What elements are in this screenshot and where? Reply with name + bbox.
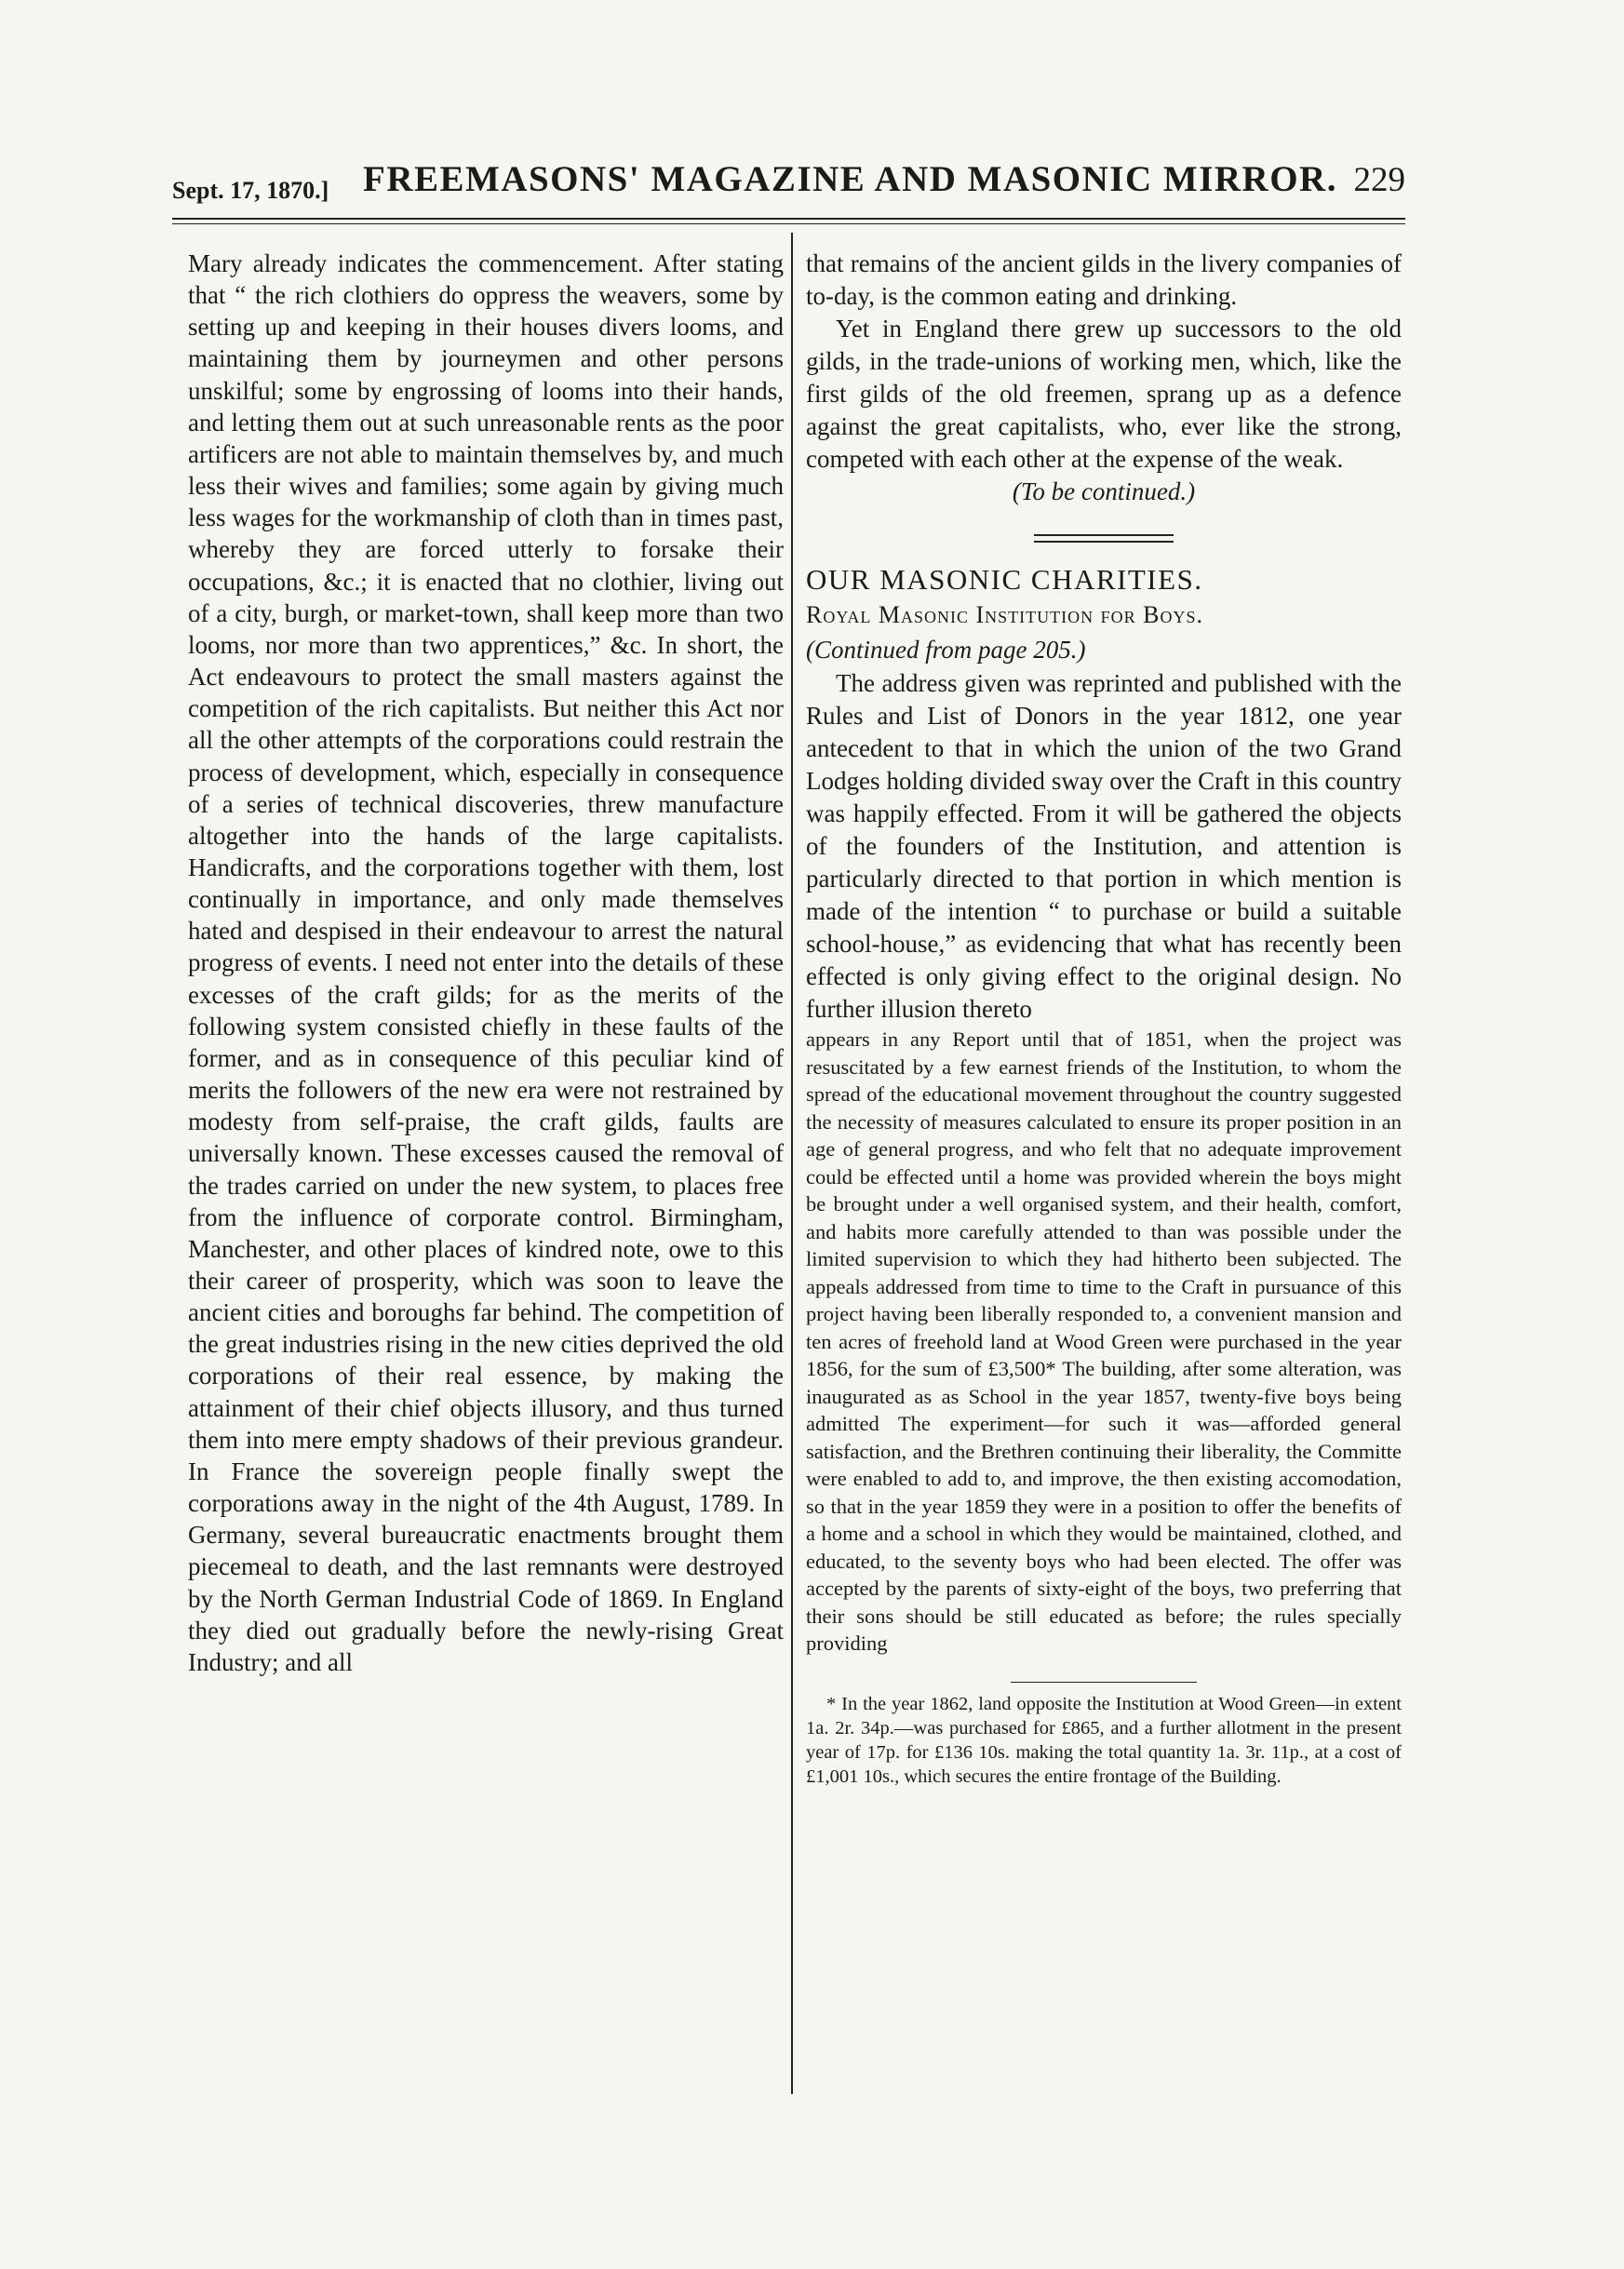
issue-date: Sept. 17, 1870.] xyxy=(172,177,329,204)
to-be-continued: (To be continued.) xyxy=(1012,477,1196,505)
right-column xyxy=(806,248,1402,1789)
section-paragraph-small: appears in any Report until that of 1851, when the project was resuscitated by a few earnest friends of the Institution, to whom the spread of the educational movement throughout the country suggested the necessity of measures calculated to ensure its proper position in an age of general progress, and who felt that no adequate improvement could be effected until a home was provided wherein the boys might be brought under a well organised system, and their health, comfort, and habits more carefully attended to than was possible under the limited supervision to which they had hitherto been subjected. The appeals addressed from time to time to the Craft in pursuance of this project having been liberally responded to, a convenient mansion and ten acres of freehold land at Wood Green were purchased in the year 1856, for the sum of £3,500* The building, after some alteration, was inaugurated as as School in the year 1857, twenty-five boys being admitted The experiment—for such it was—afforded general satisfaction, and the Brethren continuing their liberality, the Committe were enabled to add to, and improve, the then existing accomodation, so that in the year 1859 they were in a position to offer the benefits of a home and a school in which they would be maintained, clothed, and educated, to the seventy boys who had been elected. The offer was accepted by the parents of sixty-eight of the boys, two preferring that their sons should be still educated as before; the rules specially providing xyxy=(806,1027,1402,1655)
left-paragraph: Mary already indicates the commencement. After stating that “ the rich clothiers do oppress the weavers, some by setting up and keeping in their houses divers looms, and maintaining them by journeymen and other persons unskilful; some by engrossing of looms into their hands, and letting them out at such unreasonable rents as the poor artificers are not able to maintain themselves by, and much less their wives and families; some again by giving much less wages for the workmanship of cloth than in times past, whereby they are forced utterly to forsake their occupations, &c.; it is enacted that no clothier, living out of a city, burgh, or market-town, shall keep more than two looms, nor more than two apprentices,” &c. In short, the Act endeavours to protect the small masters against the competition of the rich capitalists. But neither this Act nor all the other attempts of the corporations could restrain the process of development, which, especially in consequence of a series of technical discoveries, threw manufacture altogether into the hands of the large capitalists. Handicrafts, and the corporations together with them, lost continually in importance, and only made themselves hated and despised in their endeavour to arrest the natural progress of events. I need not enter into the details of these excesses of the craft gilds; for as the merits of the following system consisted chiefly in these faults of the former, and as in consequence of this peculiar kind of merits the followers of the new era were not restrained by modesty from self-praise, the craft gilds, faults are universally known. These excesses caused the removal of the trades carried on under the new system, to places free from the influence of corporate control. Birmingham, Manchester, and other places of kindred note, owe to this their career of prosperity, which was soon to leave the ancient cities and boroughs far behind. The competition of the great industries rising in the new cities deprived the old corporations of their real essence, by making the attainment of their chief objects illusory, and thus turned them into mere empty shadows of their previous grandeur. In France the sovereign people finally swept the corporations away in the night of the 4th August, 1789. In Germany, several bureaucratic enactments brought them piecemeal to death, and the last remnants were destroyed by the North German Industrial Code of 1869. In England they died out gradually before the newly-rising Great Industry; and all xyxy=(188,249,784,1676)
continuation-paragraph: Yet in England there grew up successors to the old gilds, in the trade-unions of working men, which, like the first gilds of the old freemen, sprang up as a defence against the great capitalists, who, ever like the strong, competed with each other at the expense of the weak. xyxy=(806,315,1402,473)
continuation-paragraph: that remains of the ancient gilds in the livery companies of to-day, is the common eating and drinking. xyxy=(806,249,1402,310)
page-number: 229 xyxy=(1353,161,1405,199)
footnote xyxy=(806,1692,1402,1789)
section-subtitle: Royal Masonic Institution for Boys. xyxy=(806,601,1203,628)
section-title: OUR MASONIC CHARITIES. xyxy=(806,563,1203,596)
continued-from: (Continued from page 205.) xyxy=(806,636,1086,664)
section-divider xyxy=(1034,534,1174,543)
publication-title: FREEMASONS' MAGAZINE AND MASONIC MIRROR. xyxy=(363,159,1337,199)
left-column xyxy=(188,248,784,1678)
column-divider xyxy=(791,233,793,2094)
header-rule xyxy=(172,218,1405,224)
section-paragraph: The address given was reprinted and published with the Rules and List of Donors in the year 1812, one year antecedent to that in which the union of the two Grand Lodges holding divided sway over the Craft in this country was happily effected. From it will be gathered the objects of the founders of the Institution, and attention is particularly directed to that portion in which mention is made of the intention “ to purchase or build a suitable school-house,” as evidencing that what has recently been effected is only giving effect to the original design. No further illusion thereto xyxy=(806,669,1402,1023)
page-header xyxy=(172,158,1405,214)
footnote-text: * In the year 1862, land opposite the Institution at Wood Green—in extent 1a. 2r. 34p.—was purchased for £865, and a further allotment in the present year of 17p. for £136 10s. making the total quantity 1a. 3r. 11p., at a cost of £1,001 10s., which secures the entire frontage of the Building. xyxy=(806,1693,1402,1787)
footnote-rule xyxy=(1011,1682,1197,1683)
